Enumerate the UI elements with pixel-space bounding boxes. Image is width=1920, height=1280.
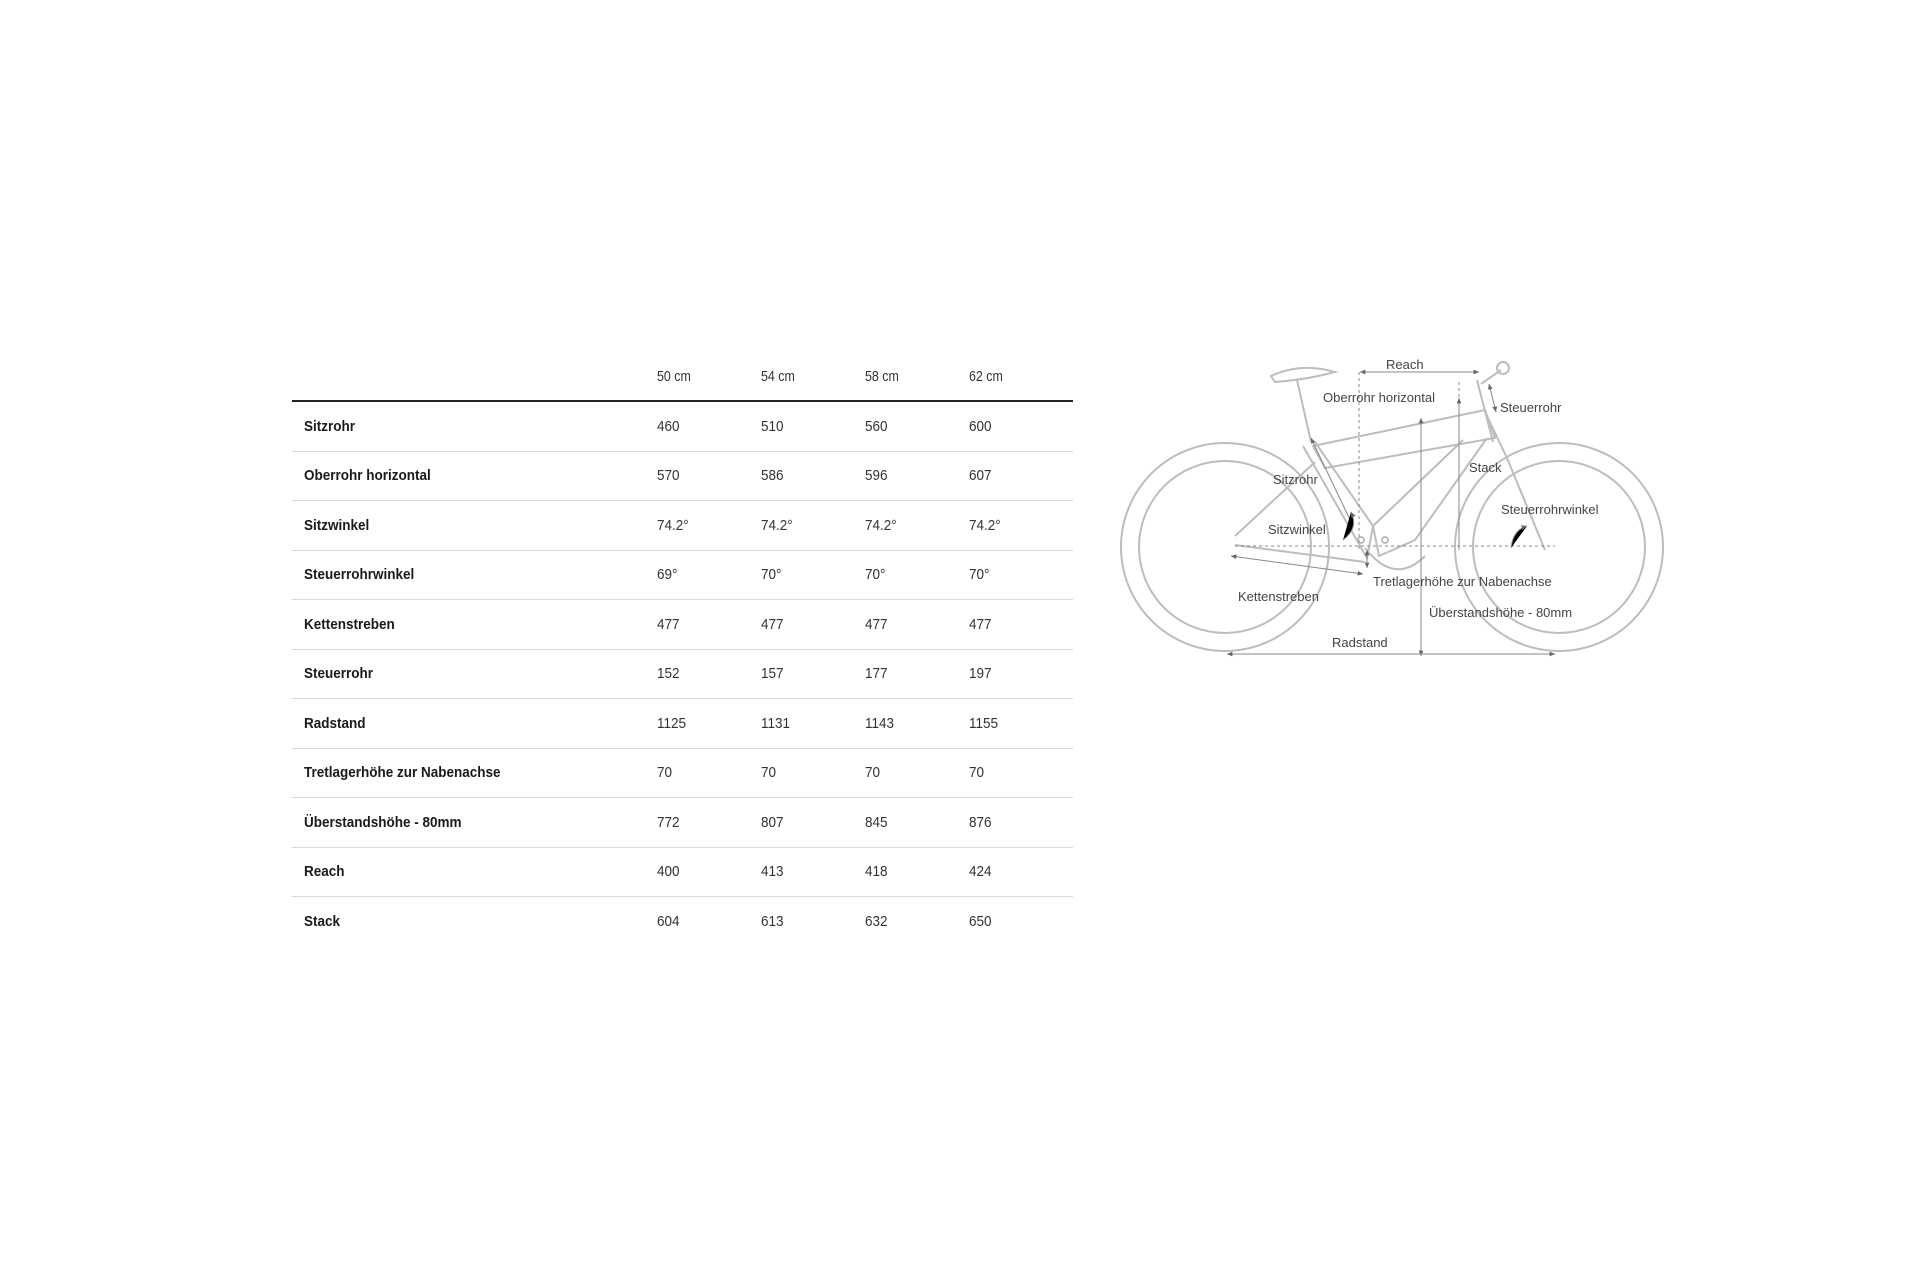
row-label: Kettenstreben [292, 600, 657, 650]
row-value: 477 [865, 600, 969, 650]
row-value: 1131 [761, 699, 865, 749]
row-value: 477 [761, 600, 865, 650]
table-row [292, 897, 1073, 946]
table-header-row [292, 352, 1073, 401]
label-ueberstand: Überstandshöhe - 80mm [1429, 605, 1573, 620]
row-value: 477 [657, 600, 761, 650]
label-steuerrohr: Steuerrohr [1500, 400, 1562, 415]
label-sitzwinkel: Sitzwinkel [1268, 522, 1326, 537]
row-value: 650 [969, 912, 992, 930]
row-value: 570 [657, 451, 761, 501]
row-value: 74.2° [761, 501, 865, 551]
row-value: 604 [657, 912, 680, 930]
row-label: Reach [292, 847, 657, 897]
row-value: 1155 [969, 699, 1073, 749]
table-row [292, 699, 1073, 749]
row-value: 1143 [865, 699, 969, 749]
seat-tube [1303, 442, 1373, 558]
row-label: Radstand [292, 699, 657, 749]
row-value: 197 [969, 649, 1073, 699]
saddle [1271, 368, 1335, 382]
row-value: 74.2° [865, 501, 969, 551]
row-value: 424 [969, 847, 1073, 897]
table-row [292, 748, 1073, 798]
row-value: 70° [761, 550, 865, 600]
row-value: 1125 [657, 699, 761, 749]
label-oberrohr: Oberrohr horizontal [1323, 390, 1435, 405]
table-row [292, 600, 1073, 650]
handlebar [1497, 362, 1509, 374]
row-value: 772 [657, 798, 761, 848]
row-label: Steuerrohrwinkel [292, 550, 657, 600]
row-value: 607 [969, 451, 1073, 501]
row-value: 807 [761, 798, 865, 848]
row-value: 460 [657, 401, 761, 451]
row-value: 560 [865, 401, 969, 451]
row-value: 70 [657, 748, 761, 798]
row-value: 845 [865, 798, 969, 848]
row-label: Überstandshöhe - 80mm [292, 798, 657, 848]
row-value: 70° [865, 550, 969, 600]
row-label: Tretlagerhöhe zur Nabenachse [292, 748, 657, 798]
row-label: Steuerrohr [292, 649, 657, 699]
row-value: 70 [865, 748, 969, 798]
table-row [292, 550, 1073, 600]
row-value: 74.2° [657, 501, 761, 551]
row-value: 413 [761, 847, 865, 897]
header-size: 54 cm [761, 352, 857, 401]
motor-housing [1365, 548, 1425, 569]
seat-post [1297, 380, 1311, 442]
steuerrohrwinkel-arc [1511, 526, 1527, 548]
row-value: 418 [865, 847, 969, 897]
header-size: 58 cm [865, 352, 961, 401]
row-value: 876 [969, 798, 1073, 848]
row-value: 510 [761, 401, 865, 451]
row-label: Sitzrohr [292, 401, 657, 451]
row-label: Sitzwinkel [292, 501, 657, 551]
row-value: 152 [657, 649, 761, 699]
geometry-table [292, 352, 1073, 946]
fork [1485, 412, 1545, 550]
table-row [292, 401, 1073, 451]
table-row [292, 847, 1073, 897]
row-value: 177 [865, 649, 969, 699]
row-value: 70° [969, 550, 1073, 600]
crank-right [1382, 537, 1388, 543]
header-size: 62 cm [969, 352, 1065, 401]
row-label: Oberrohr horizontal [292, 451, 657, 501]
row-value: 157 [761, 649, 865, 699]
table-row [292, 501, 1073, 551]
label-kettenstreben: Kettenstreben [1238, 589, 1319, 604]
row-value: 613 [761, 912, 784, 930]
header-size: 50 cm [657, 352, 753, 401]
row-value: 477 [969, 600, 1073, 650]
label-steuerrohrwinkel: Steuerrohrwinkel [1501, 502, 1599, 517]
label-stack: Stack [1469, 460, 1502, 475]
row-value: 632 [865, 912, 888, 930]
label-radstand: Radstand [1332, 635, 1388, 650]
label-tretlager: Tretlagerhöhe zur Nabenachse [1373, 574, 1552, 589]
label-sitzrohr: Sitzrohr [1273, 472, 1318, 487]
row-value: 600 [969, 401, 1073, 451]
row-value: 70 [969, 748, 1073, 798]
steuerrohr-dim [1489, 384, 1496, 412]
row-label: Stack [304, 912, 341, 930]
row-value: 74.2° [969, 501, 1073, 551]
diagram-labels [1238, 357, 1599, 650]
header-empty [292, 352, 628, 401]
row-value: 586 [761, 451, 865, 501]
label-reach: Reach [1386, 357, 1424, 372]
row-value: 70 [761, 748, 865, 798]
row-value: 400 [657, 847, 761, 897]
row-value: 596 [865, 451, 969, 501]
table-row [292, 798, 1073, 848]
row-value: 69° [657, 550, 761, 600]
table-row [292, 649, 1073, 699]
table-row [292, 451, 1073, 501]
top-tube [1313, 410, 1495, 468]
bike-geometry-diagram [1115, 350, 1675, 670]
